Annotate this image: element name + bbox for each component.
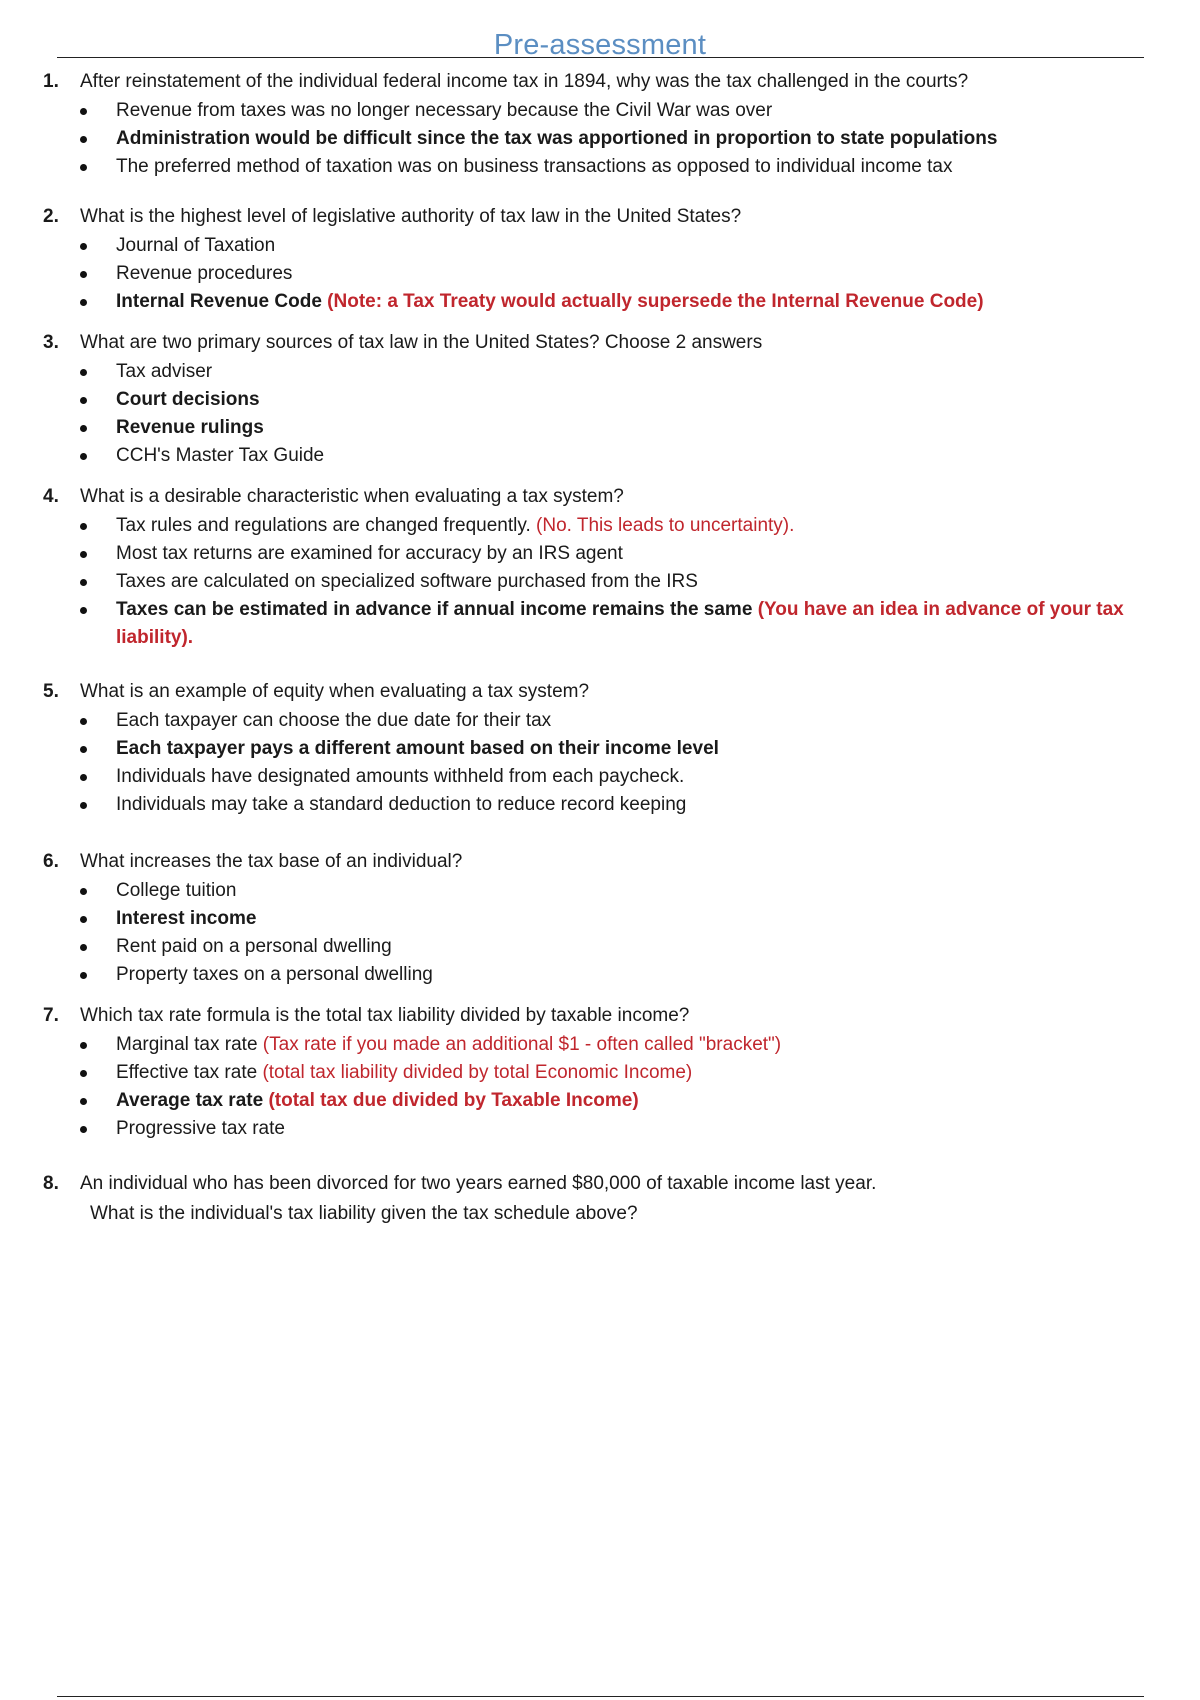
option-text: Internal Revenue Code bbox=[116, 291, 322, 312]
answer-option-correct bbox=[0, 386, 1200, 414]
answer-option bbox=[0, 568, 1200, 596]
answer-options bbox=[0, 97, 1200, 181]
answer-option-correct bbox=[0, 905, 1200, 933]
answer-option-correct bbox=[0, 125, 1200, 153]
option-text: Interest income bbox=[116, 908, 257, 929]
question-7 bbox=[0, 1001, 1200, 1143]
question-number: 4. bbox=[43, 486, 59, 507]
option-text: Revenue rulings bbox=[116, 417, 264, 438]
answer-note: (Tax rate if you made an additional $1 - often called "bracket") bbox=[262, 1034, 782, 1055]
option-text: Most tax returns are examined for accuracy by an IRS agent bbox=[116, 543, 623, 564]
option-text: Average tax rate bbox=[116, 1090, 264, 1111]
answer-note: (No. This leads to uncertainty). bbox=[536, 515, 795, 536]
question-list bbox=[0, 67, 1200, 1229]
option-text: Marginal tax rate bbox=[116, 1034, 258, 1055]
page-title: Pre-assessment bbox=[493, 29, 707, 61]
answer-options bbox=[0, 232, 1200, 316]
question-8 bbox=[0, 1169, 1200, 1229]
option-text: Administration would be difficult since the tax was apportioned in proportion to state populations bbox=[116, 128, 998, 149]
option-text: Each taxpayer pays a different amount based on their income level bbox=[116, 738, 719, 759]
option-text: Property taxes on a personal dwelling bbox=[116, 964, 433, 985]
question-text: What is an example of equity when evaluating a tax system? bbox=[80, 681, 590, 702]
footer-rule bbox=[57, 1696, 1144, 1697]
answer-option-correct bbox=[0, 414, 1200, 442]
question-text: What increases the tax base of an individual? bbox=[80, 851, 463, 872]
answer-option-correct bbox=[0, 596, 1200, 652]
question-4 bbox=[0, 482, 1200, 652]
question-text: What is a desirable characteristic when evaluating a tax system? bbox=[80, 486, 624, 507]
answer-option bbox=[0, 512, 1200, 540]
question-number: 2. bbox=[43, 206, 59, 227]
option-text: Taxes are calculated on specialized software purchased from the IRS bbox=[116, 571, 698, 592]
answer-options bbox=[0, 707, 1200, 819]
answer-option bbox=[0, 97, 1200, 125]
answer-option bbox=[0, 791, 1200, 819]
question-2 bbox=[0, 202, 1200, 316]
answer-option bbox=[0, 877, 1200, 905]
answer-note: (total tax due divided by Taxable Income) bbox=[268, 1090, 639, 1111]
answer-option bbox=[0, 260, 1200, 288]
option-text: Effective tax rate bbox=[116, 1062, 258, 1083]
question-text: An individual who has been divorced for two years earned $80,000 of taxable income last year. bbox=[80, 1173, 877, 1194]
answer-option bbox=[0, 442, 1200, 470]
question-text: What are two primary sources of tax law in the United States? Choose 2 answers bbox=[80, 332, 763, 353]
answer-options bbox=[0, 877, 1200, 989]
option-text: Tax adviser bbox=[116, 361, 213, 382]
answer-option bbox=[0, 933, 1200, 961]
answer-note: (Note: a Tax Treaty would actually supersede the Internal Revenue Code) bbox=[327, 291, 984, 312]
answer-options bbox=[0, 358, 1200, 470]
option-text: Tax rules and regulations are changed frequently. bbox=[116, 515, 531, 536]
option-text: Individuals have designated amounts withheld from each paycheck. bbox=[116, 766, 685, 787]
question-number: 1. bbox=[43, 71, 59, 92]
answer-option bbox=[0, 1031, 1200, 1059]
answer-note: (You have an idea in advance of your tax liability). bbox=[116, 599, 1124, 648]
question-1 bbox=[0, 67, 1200, 181]
answer-option bbox=[0, 1059, 1200, 1087]
question-5 bbox=[0, 677, 1200, 819]
answer-option bbox=[0, 763, 1200, 791]
option-text: Individuals may take a standard deduction to reduce record keeping bbox=[116, 794, 687, 815]
option-text: Rent paid on a personal dwelling bbox=[116, 936, 392, 957]
answer-option bbox=[0, 358, 1200, 386]
question-text: After reinstatement of the individual federal income tax in 1894, why was the tax challenged in the courts? bbox=[80, 71, 969, 92]
option-text: Court decisions bbox=[116, 389, 260, 410]
question-number: 3. bbox=[43, 332, 59, 353]
option-text: Journal of Taxation bbox=[116, 235, 276, 256]
answer-option bbox=[0, 232, 1200, 260]
question-6 bbox=[0, 847, 1200, 989]
answer-note: (total tax liability divided by total Economic Income) bbox=[262, 1062, 693, 1083]
option-text: Progressive tax rate bbox=[116, 1118, 285, 1139]
answer-options bbox=[0, 1031, 1200, 1143]
option-text: CCH's Master Tax Guide bbox=[116, 445, 325, 466]
question-text: Which tax rate formula is the total tax liability divided by taxable income? bbox=[80, 1005, 690, 1026]
question-text-continued: What is the individual's tax liability given the tax schedule above? bbox=[90, 1203, 638, 1224]
option-text: College tuition bbox=[116, 880, 237, 901]
answer-options bbox=[0, 512, 1200, 652]
answer-option bbox=[0, 1115, 1200, 1143]
answer-option-correct bbox=[0, 288, 1200, 316]
answer-option bbox=[0, 540, 1200, 568]
question-number: 5. bbox=[43, 681, 59, 702]
question-3 bbox=[0, 328, 1200, 470]
question-text: What is the highest level of legislative authority of tax law in the United States? bbox=[80, 206, 742, 227]
option-text: Revenue from taxes was no longer necessary because the Civil War was over bbox=[116, 100, 773, 121]
answer-option-correct bbox=[0, 735, 1200, 763]
answer-option bbox=[0, 707, 1200, 735]
answer-option bbox=[0, 961, 1200, 989]
option-text: Each taxpayer can choose the due date for their tax bbox=[116, 710, 552, 731]
header-rule bbox=[57, 57, 1144, 58]
option-text: Revenue procedures bbox=[116, 263, 293, 284]
question-number: 8. bbox=[43, 1173, 59, 1194]
option-text: The preferred method of taxation was on business transactions as opposed to individual income tax bbox=[116, 156, 953, 177]
question-number: 6. bbox=[43, 851, 59, 872]
question-number: 7. bbox=[43, 1005, 59, 1026]
option-text: Taxes can be estimated in advance if annual income remains the same bbox=[116, 599, 753, 620]
answer-option bbox=[0, 153, 1200, 181]
answer-option-correct bbox=[0, 1087, 1200, 1115]
